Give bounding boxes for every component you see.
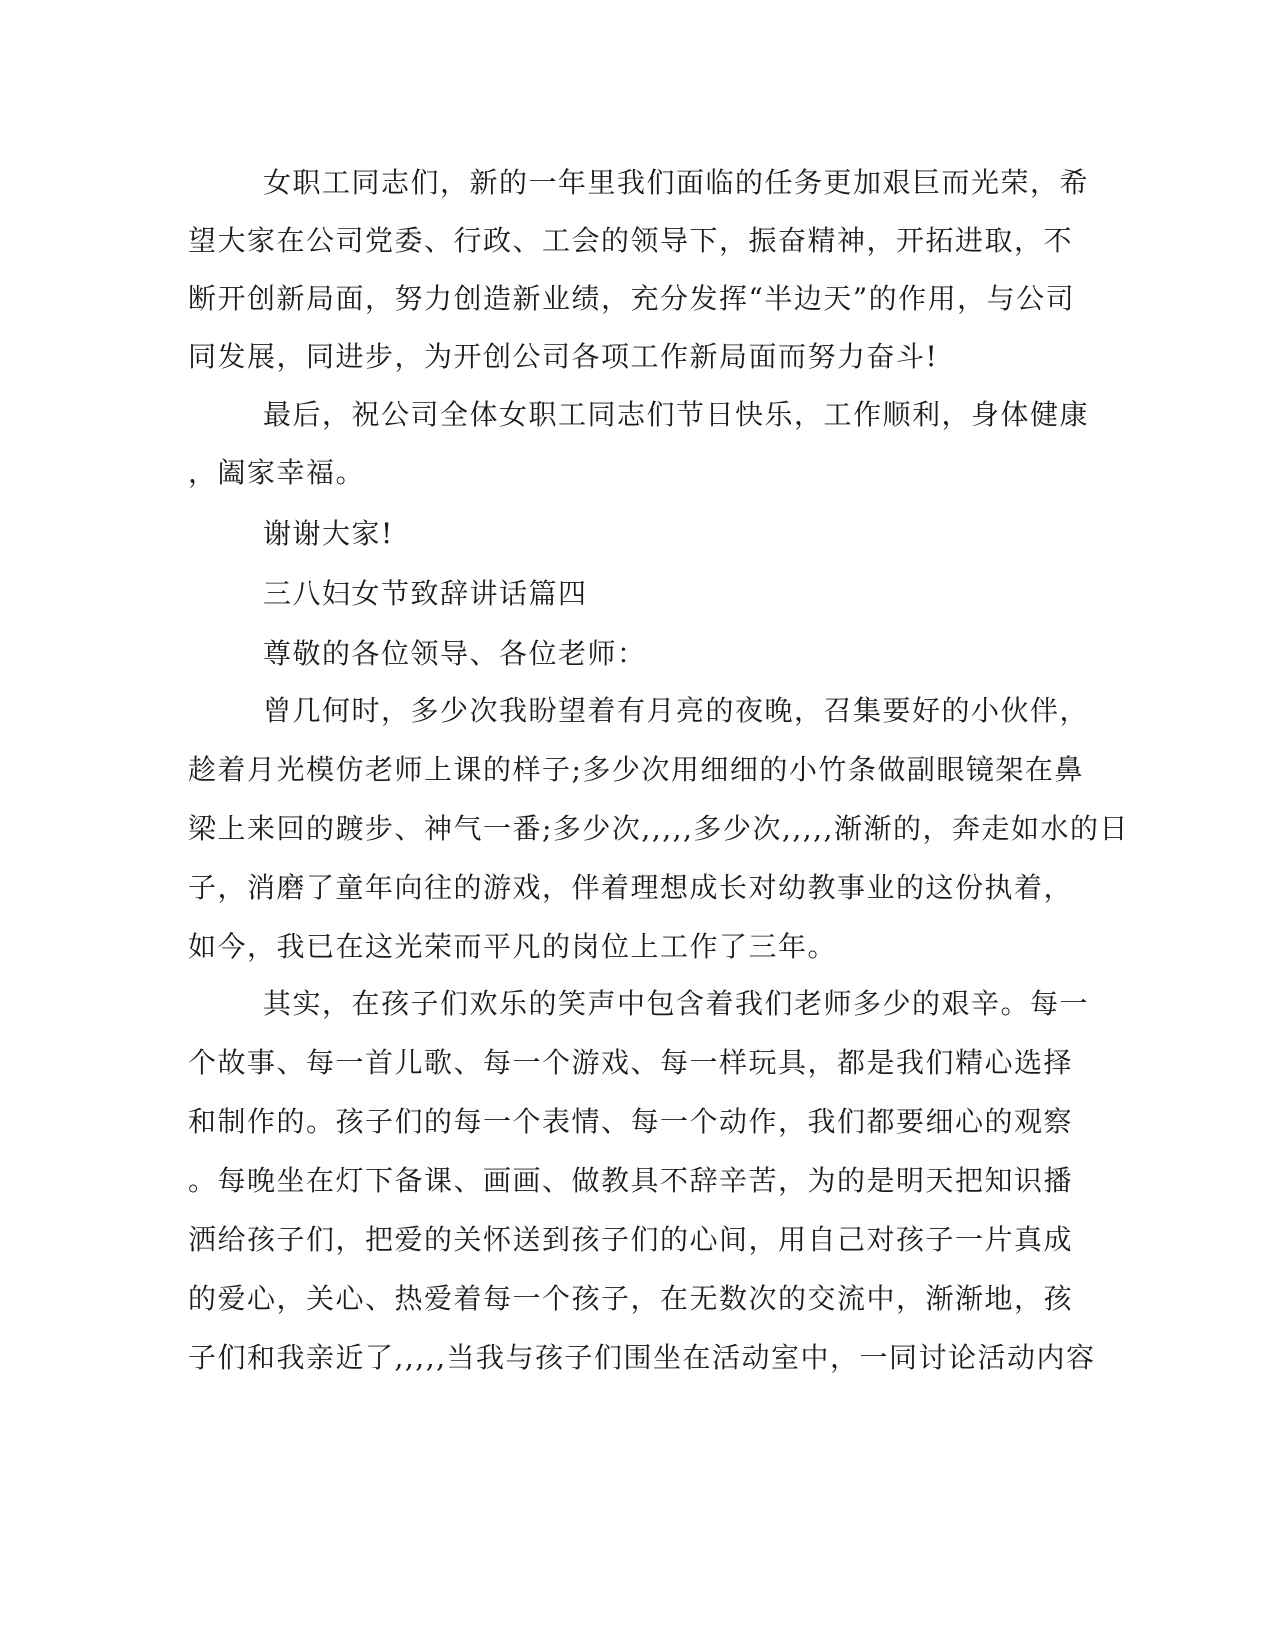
text-line: 梁上来回的踱步、神气一番;多少次,,,,,多少次,,,,,渐渐的，奔走如水的日 (188, 812, 1129, 845)
text-line: 如今，我已在这光荣而平凡的岗位上工作了三年。 (188, 930, 838, 963)
text-line: 和制作的。孩子们的每一个表情、每一个动作，我们都要细心的观察 (188, 1105, 1074, 1138)
text-line: 子们和我亲近了,,,,,当我与孩子们围坐在活动室中，一同讨论活动内容 (188, 1341, 1096, 1374)
text-line: 其实，在孩子们欢乐的笑声中包含着我们老师多少的艰辛。每一 (263, 987, 1090, 1020)
text-line: 趁着月光模仿老师上课的样子;多少次用细细的小竹条做副眼镜架在鼻 (188, 753, 1084, 786)
text-line: 个故事、每一首儿歌、每一个游戏、每一样玩具，都是我们精心选择 (188, 1046, 1074, 1079)
text-line: ，阖家幸福。 (188, 456, 366, 489)
text-line: 洒给孩子们，把爱的关怀送到孩子们的心间，用自己对孩子一片真成 (188, 1223, 1074, 1256)
text-line: 谢谢大家! (263, 517, 394, 550)
text-line: 的爱心，关心、热爱着每一个孩子，在无数次的交流中，渐渐地，孩 (188, 1282, 1074, 1315)
text-line: 子，消磨了童年向往的游戏，伴着理想成长对幼教事业的这份执着， (188, 871, 1074, 904)
text-line: 断开创新局面，努力创造新业绩，充分发挥“半边天”的作用，与公司 (188, 282, 1076, 315)
text-line: 女职工同志们，新的一年里我们面临的任务更加艰巨而光荣，希 (263, 166, 1090, 199)
text-line: 望大家在公司党委、行政、工会的领导下，振奋精神，开拓进取，不 (188, 224, 1074, 257)
text-line: 同发展，同进步，为开创公司各项工作新局面而努力奋斗! (188, 340, 939, 373)
text-line: 。每晚坐在灯下备课、画画、做教具不辞辛苦，为的是明天把知识播 (188, 1164, 1074, 1197)
text-line: 曾几何时，多少次我盼望着有月亮的夜晚，召集要好的小伙伴， (263, 694, 1090, 727)
salutation: 尊敬的各位领导、各位老师： (263, 637, 647, 670)
text-line: 最后，祝公司全体女职工同志们节日快乐，工作顺利，身体健康 (263, 398, 1090, 431)
section-heading: 三八妇女节致辞讲话篇四 (263, 577, 588, 610)
